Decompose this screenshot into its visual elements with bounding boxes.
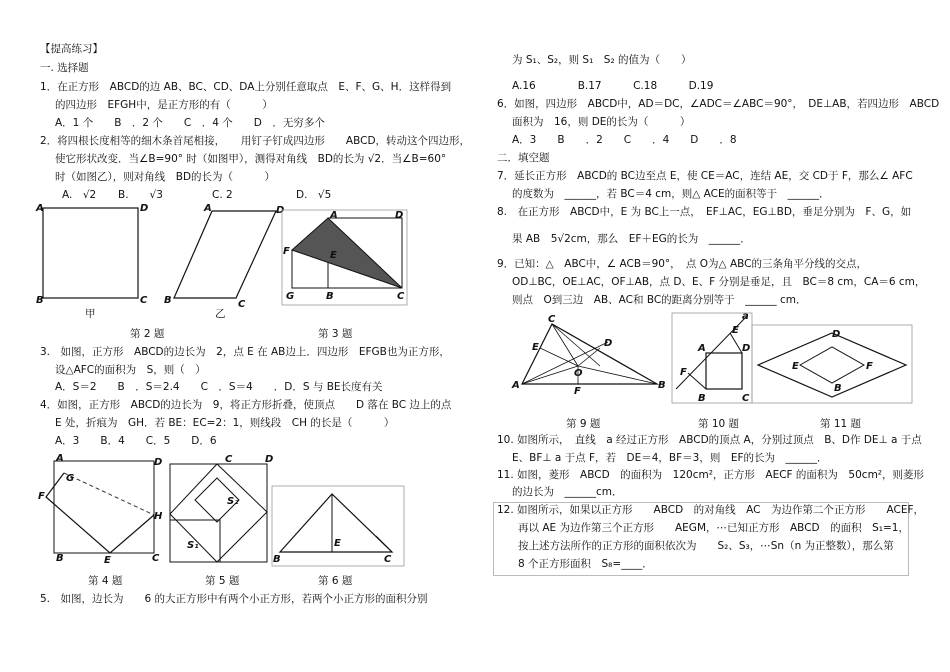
caption-q4: 第 4 题	[88, 575, 123, 587]
figure-3	[282, 210, 407, 305]
svg-text:F: F	[866, 361, 873, 372]
figure-10	[672, 313, 754, 403]
q7-line1: 7．延长正方形 ABCD的 BC边至点 E，使 CE＝AC，连结 AE，交 CD于 F，那么∠ AFC	[497, 170, 913, 182]
svg-text:E: E	[532, 342, 539, 353]
q2-line1: 2．将四根长度相等的细木条首尾相接， 用钉子钉成四边形 ABCD，转动这个四边形，	[40, 135, 471, 147]
svg-text:E: E	[792, 361, 799, 372]
svg-text:D: D	[742, 343, 751, 354]
svg-text:C: C	[225, 454, 233, 465]
section-title: 【提高练习】	[40, 43, 103, 55]
q5-line1: 5. 如图，边长为 6 的大正方形中有两个小正方形，若两个小正方形的面积分别	[40, 593, 428, 605]
svg-text:A: A	[330, 210, 338, 221]
figure-2-square	[36, 203, 156, 313]
svg-text:D: D	[604, 338, 613, 349]
q10-line1: 10. 如图所示， 直线 a 经过正方形 ABCD的顶点 A，分别过顶点 B、D作 DE⊥ a 于点	[497, 434, 922, 446]
svg-text:C: C	[152, 553, 160, 564]
svg-text:B: B	[834, 383, 842, 394]
q6-line2: 面积为 16，则 DE的长为（ ）	[512, 116, 691, 128]
svg-text:F: F	[283, 246, 290, 257]
svg-text:B: B	[658, 380, 666, 391]
caption-q9: 第 9 题	[566, 418, 601, 430]
q12-line2: 再以 AE 为边作第三个正方形 AEGM，⋯已知正方形 ABCD 的面积 S₁=1，	[518, 522, 909, 534]
caption-q3: 第 3 题	[318, 328, 353, 340]
svg-text:D: D	[276, 205, 285, 216]
svg-text:C: C	[548, 314, 556, 325]
figure-5	[165, 454, 275, 568]
figure-11	[752, 325, 912, 405]
q11-line2: 的边长为 ______cm．	[512, 486, 623, 498]
svg-text:C: C	[140, 295, 148, 306]
svg-text:G: G	[286, 291, 295, 302]
svg-text:A: A	[56, 453, 64, 464]
svg-text:C: C	[238, 299, 246, 310]
svg-text:D: D	[154, 457, 163, 468]
q2-option-d: D. √5	[296, 189, 332, 201]
part1-heading: 一. 选择题	[40, 62, 89, 74]
q4-line1: 4．如图，正方形 ABCD的边长为 9，将正方形折叠，使顶点 D 落在 BC 边上的点	[40, 399, 452, 411]
caption-q10: 第 10 题	[698, 418, 740, 430]
svg-text:F: F	[680, 367, 687, 378]
svg-text:B: B	[326, 291, 334, 302]
svg-text:E: E	[732, 325, 739, 336]
svg-text:C: C	[742, 393, 750, 404]
svg-text:D: D	[265, 454, 274, 465]
q9-line3: 则点 O到三边 AB、AC和 BC的距离分别等于 ______ cm．	[512, 294, 807, 306]
svg-text:a: a	[742, 311, 749, 322]
svg-text:E: E	[104, 555, 111, 566]
q10-line2: E、BF⊥ a 于点 F，若 DE＝4，BF＝3，则 EF的长为 ______．	[512, 452, 828, 464]
caption-q6: 第 6 题	[318, 575, 353, 587]
svg-text:A: A	[36, 203, 44, 214]
caption-q2: 第 2 题	[130, 328, 165, 340]
figure-yi-label: 乙	[215, 308, 226, 320]
figure-6	[272, 486, 404, 566]
part2-heading: 二．填空题	[497, 152, 550, 164]
q2-option-a: A. √2	[62, 189, 97, 201]
svg-text:S₁: S₁	[187, 540, 199, 551]
q7-line2: 的度数为 ______，若 BC＝4 cm，则△ ACE的面积等于 ______．	[512, 188, 830, 200]
q5-options: A.16 B.17 C.18 D.19	[512, 80, 714, 92]
svg-text:A: A	[698, 343, 706, 354]
svg-text:G: G	[66, 473, 75, 484]
svg-text:A: A	[204, 203, 212, 214]
q2-line3: 时（如图乙），则对角线 BD的长为（ ）	[55, 171, 276, 183]
q4-line2: E 处，折痕为 GH．若 BE：EC=2：1，则线段 CH 的长是（ ）	[55, 417, 395, 429]
svg-text:D: D	[395, 210, 404, 221]
svg-text:C: C	[397, 291, 405, 302]
figure-4	[38, 455, 163, 565]
q2-option-b: B. √3	[118, 189, 163, 201]
q1-line2: 的四边形 EFGH中，是正方形的有（ ）	[55, 99, 273, 111]
caption-q11: 第 11 题	[820, 418, 862, 430]
svg-text:S₂: S₂	[227, 496, 239, 507]
q12-line1: 12. 如图所示，如果以正方形 ABCD 的对角线 AC 为边作第二个正方形 ACEF，	[497, 504, 924, 516]
figure-9	[512, 316, 667, 396]
svg-text:O: O	[574, 368, 583, 379]
q3-line1: 3. 如图，正方形 ABCD的边长为 2，点 E 在 AB边上．四边形 EFGB也为正方形，	[40, 346, 450, 358]
q1-line1: 1．在正方形 ABCD的边 AB、BC、CD、DA上分别任意取点 E、F、G、H．这样得到	[40, 81, 452, 93]
q6-line1: 6．如图，四边形 ABCD中，AD＝DC，∠ADC＝∠ABC＝90°， DE⊥AB，若四边形 ABCD	[497, 98, 940, 110]
svg-text:D: D	[832, 329, 841, 340]
svg-text:A: A	[512, 380, 520, 391]
figure-jia-label: 甲	[85, 308, 96, 320]
q8-line2: 果 AB 5√2cm，那么 EF＋EG的长为 ______．	[512, 233, 751, 245]
q11-line1: 11. 如图，菱形 ABCD 的面积为 120cm²，正方形 AECF 的面积为 50cm²，则菱形	[497, 469, 925, 481]
q12-line3: 按上述方法所作的正方形的面积依次为 S₂、S₃，⋯Sn（n 为正整数），那么第	[518, 540, 894, 552]
figure-2-rhombus	[164, 203, 284, 313]
q3-line2: 设△AFC的面积为 S，则（ ）	[55, 364, 206, 376]
svg-text:B: B	[698, 393, 706, 404]
q5-line2: 为 S₁、S₂，则 S₁ S₂ 的值为（ ）	[512, 54, 692, 66]
svg-text:B: B	[36, 295, 44, 306]
svg-text:H: H	[154, 511, 163, 522]
q8-line1: 8. 在正方形 ABCD中，E 为 BC上一点， EF⊥AC，EG⊥BD，垂足分别为 F、G，如	[497, 206, 912, 218]
q12-line4: 8 个正方形面积 S₈=____．	[518, 558, 653, 570]
q3-options: A．S＝2 B ．S＝2.4 C ．S＝4 ．D．S 与 BE长度有关	[55, 381, 383, 393]
q2-line2: 使它形状改变．当∠B=90° 时（如图甲），测得对角线 BD的长为 √2．当∠B=60°	[55, 153, 447, 165]
svg-text:D: D	[140, 203, 149, 214]
svg-text:F: F	[574, 386, 581, 397]
svg-text:B: B	[56, 553, 64, 564]
caption-q5: 第 5 题	[205, 575, 240, 587]
svg-text:C: C	[384, 554, 392, 565]
q6-options: A．3 B ．2 C ．4 D ．8	[512, 134, 737, 146]
svg-text:F: F	[38, 491, 45, 502]
q9-line1: 9．已知：△ ABC中，∠ ACB＝90°， 点 O为△ ABC的三条角平分线的交点，	[497, 258, 867, 270]
q2-option-c: C. 2	[212, 189, 233, 201]
svg-text:E: E	[334, 538, 341, 549]
q1-options: A．1 个 B ．2 个 C ．4 个 D ．无穷多个	[55, 117, 325, 129]
svg-text:B: B	[273, 554, 281, 565]
svg-text:B: B	[164, 295, 172, 306]
q4-options: A．3 B．4 C．5 D．6	[55, 435, 217, 447]
svg-text:E: E	[330, 250, 337, 261]
q9-line2: OD⊥BC，OE⊥AC，OF⊥AB，点 D、E、F 分别是垂足，且 BC＝8 cm，CA＝6 cm，	[512, 276, 926, 288]
